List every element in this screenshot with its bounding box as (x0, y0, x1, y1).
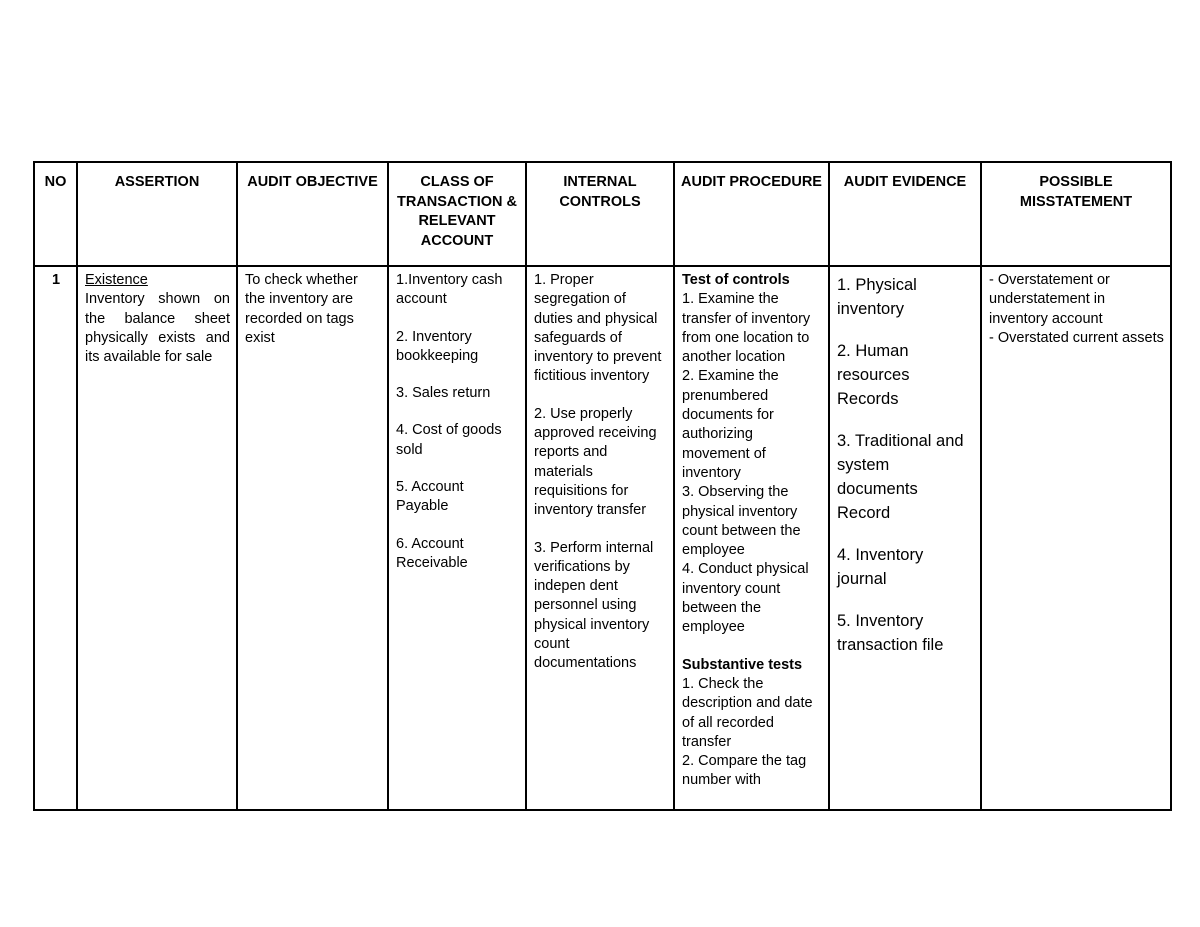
evidence-item: 3. Traditional and system documents Record (837, 432, 964, 522)
account-item: 3. Sales return (396, 385, 491, 402)
procedure-item: 4. Conduct physical inventory count between the employee (682, 561, 809, 636)
header-audit-objective: AUDIT OBJECTIVE (237, 162, 388, 266)
account-item: 1.Inventory cash account (396, 272, 503, 308)
procedure-cell (674, 266, 829, 810)
evidence-item: 2. Human resources Records (837, 342, 910, 408)
evidence-item: 1. Physical inventory (837, 276, 917, 318)
evidence-cell (829, 266, 981, 810)
procedure-item: 2. Examine the prenumbered documents for authorizing movement of inventory (682, 368, 779, 481)
misstatement-item: - Overstatement or understatement in inventory account (989, 272, 1110, 327)
header-audit-procedure: AUDIT PROCEDURE (674, 162, 829, 266)
controls-cell (526, 266, 674, 810)
procedure-item: 2. Compare the tag number with (682, 753, 807, 789)
procedure-item: 1. Check the description and date of all recorded transfer (682, 675, 813, 750)
control-item: 2. Use properly approved receiving reports and materials requisitions for inventory transfer (534, 405, 657, 519)
accounts-cell (388, 266, 526, 810)
header-row (34, 162, 1171, 266)
assertion-cell (77, 266, 237, 810)
table-row (34, 266, 1171, 810)
header-possible-misstatement: POSSIBLE MISSTATEMENT (981, 162, 1171, 266)
objective-cell: To check whether the inventory are recorded on tags exist (237, 266, 388, 810)
account-item: 4. Cost of goods sold (396, 422, 502, 458)
header-class-of-transaction: CLASS OF TRANSACTION & RELEVANT ACCOUNT (388, 162, 526, 266)
account-item: 5. Account Payable (396, 479, 464, 515)
header-internal-controls: INTERNAL CONTROLS (526, 162, 674, 266)
header-assertion: ASSERTION (77, 162, 237, 266)
header-audit-evidence: AUDIT EVIDENCE (829, 162, 981, 266)
assertion-text: Inventory shown on the balance sheet physically exists and its available for sale (85, 291, 230, 366)
account-item: 6. Account Receivable (396, 535, 468, 571)
procedure-item: 1. Examine the transfer of inventory from one location to another location (682, 291, 811, 366)
misstatement-cell (981, 266, 1171, 810)
substantive-tests-heading: Substantive tests (682, 656, 803, 673)
row-number: 1 (34, 266, 77, 810)
evidence-item: 4. Inventory journal (837, 546, 924, 588)
control-item: 3. Perform internal verifications by indepen dent personnel using physical inventory count documentations (534, 539, 654, 672)
procedure-item: 3. Observing the physical inventory count between the employee (682, 484, 801, 559)
evidence-item: 5. Inventory transaction file (837, 612, 944, 654)
account-item: 2. Inventory bookkeeping (396, 328, 479, 364)
audit-table (33, 161, 1172, 811)
misstatement-item: - Overstated current assets (989, 329, 1164, 346)
control-item: 1. Proper segregation of duties and physical safeguards of inventory to prevent fictitious inventory (534, 272, 662, 385)
test-of-controls-heading: Test of controls (682, 272, 790, 288)
assertion-title: Existence (85, 272, 148, 288)
header-no: NO (34, 162, 77, 266)
